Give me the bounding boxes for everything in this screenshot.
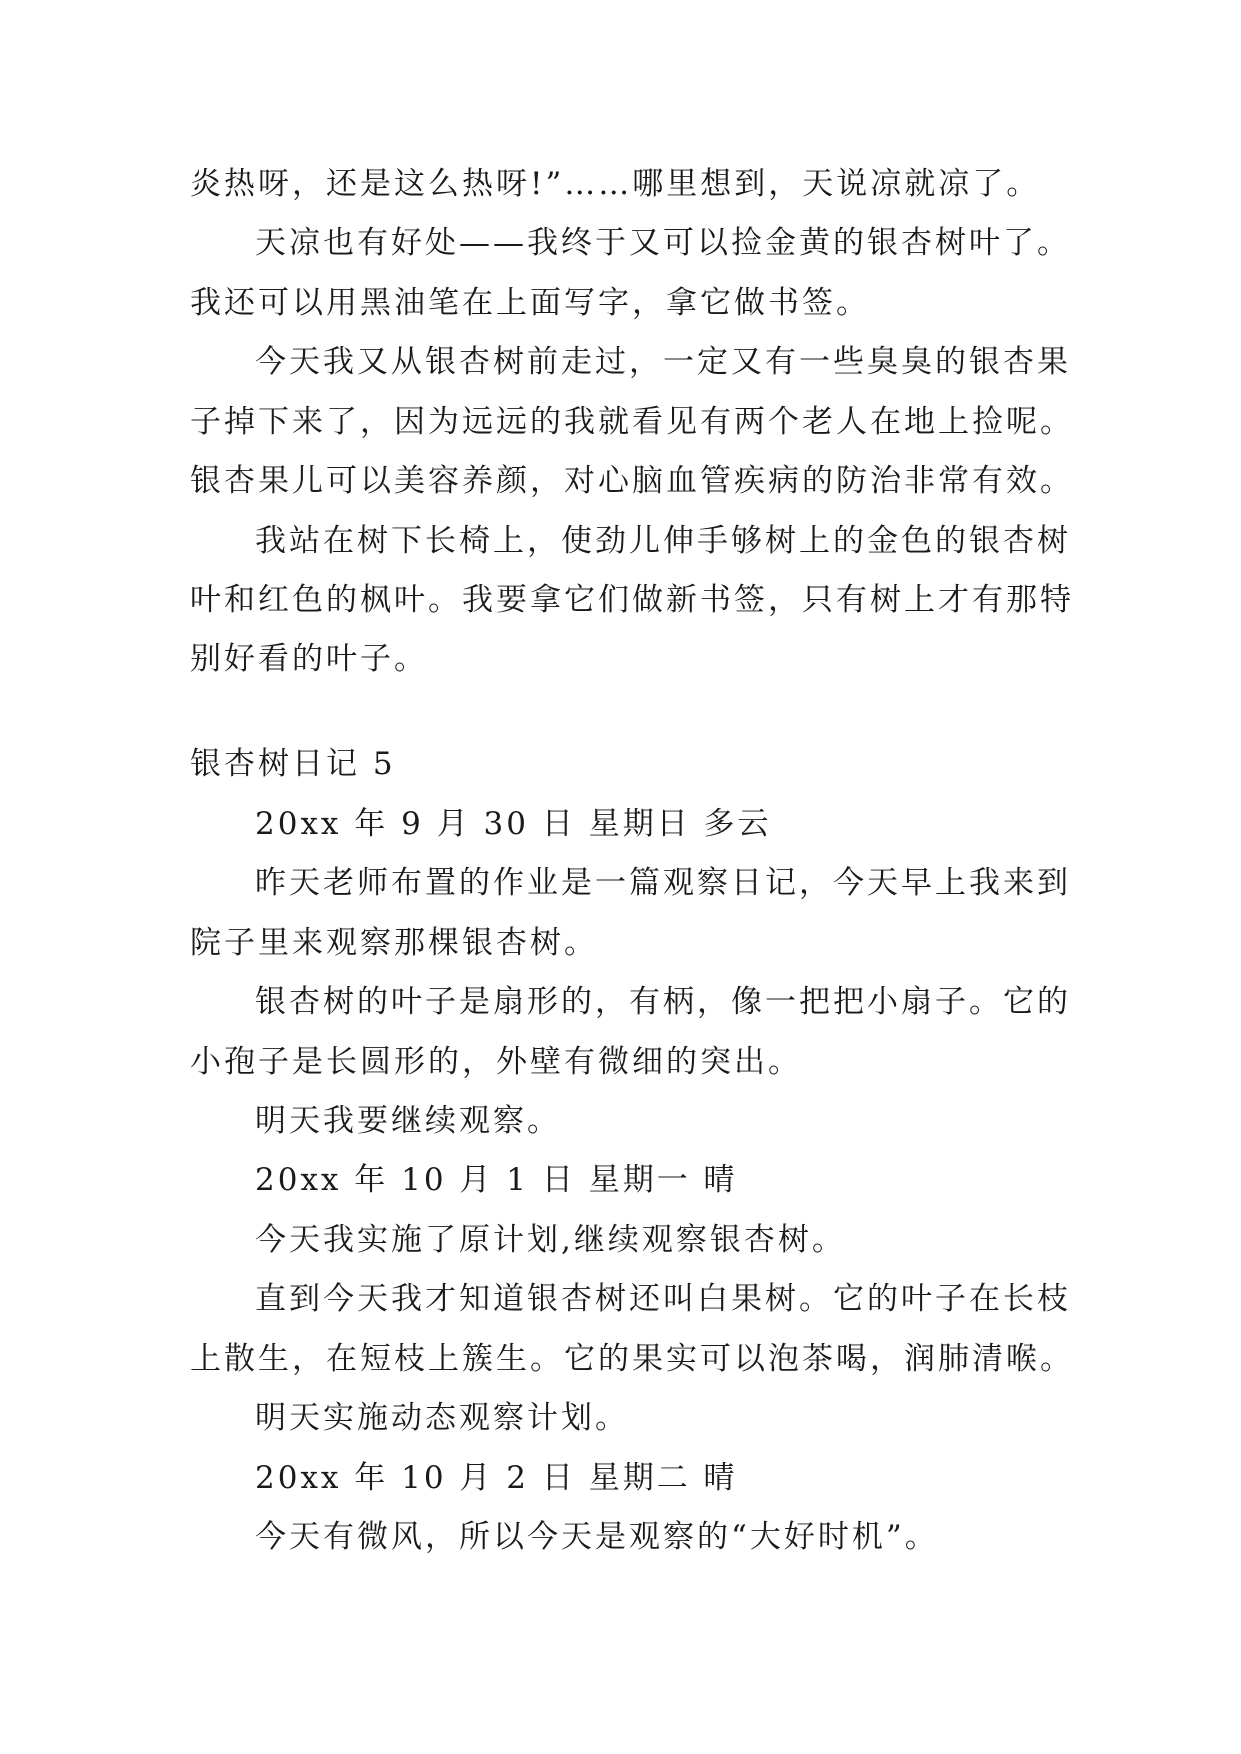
- paragraph-line: 昨天老师布置的作业是一篇观察日记，今天早上我来到: [255, 865, 1071, 901]
- paragraph-line: 天凉也有好处——我终于又可以捡金黄的银杏树叶了。: [255, 225, 1071, 261]
- paragraph-line: 直到今天我才知道银杏树还叫白果树。它的叶子在长枝: [255, 1281, 1071, 1317]
- paragraph-line: 院子里来观察那棵银杏树。: [190, 925, 598, 961]
- paragraph-line: 今天有微风，所以今天是观察的“大好时机”。: [255, 1519, 939, 1555]
- paragraph-line: 明天实施动态观察计划。: [255, 1400, 629, 1436]
- paragraph-line: 炎热呀，还是这么热呀!”……哪里想到，天说凉就凉了。: [190, 166, 1041, 202]
- date-line: 20xx 年 9 月 30 日 星期日 多云: [255, 806, 772, 842]
- paragraph-line: 叶和红色的枫叶。我要拿它们做新书签，只有树上才有那特: [190, 582, 1074, 618]
- section-title: 银杏树日记 5: [190, 746, 396, 782]
- paragraph-line: 我还可以用黑油笔在上面写字，拿它做书签。: [190, 285, 870, 321]
- paragraph-line: 今天我又从银杏树前走过，一定又有一些臭臭的银杏果: [255, 344, 1071, 380]
- date-line: 20xx 年 10 月 1 日 星期一 晴: [255, 1162, 738, 1198]
- paragraph-line: 银杏果儿可以美容养颜，对心脑血管疾病的防治非常有效。: [190, 463, 1074, 499]
- paragraph-line: 明天我要继续观察。: [255, 1103, 561, 1139]
- paragraph-line: 银杏树的叶子是扇形的，有柄，像一把把小扇子。它的: [255, 984, 1071, 1020]
- date-line: 20xx 年 10 月 2 日 星期二 晴: [255, 1460, 738, 1496]
- paragraph-line: 小孢子是长圆形的，外壁有微细的突出。: [190, 1044, 802, 1080]
- paragraph-line: 今天我实施了原计划,继续观察银杏树。: [255, 1222, 846, 1258]
- paragraph-line: 别好看的叶子。: [190, 641, 428, 677]
- paragraph-line: 子掉下来了，因为远远的我就看见有两个老人在地上捡呢。: [190, 404, 1074, 440]
- paragraph-line: 上散生，在短枝上簇生。它的果实可以泡茶喝，润肺清喉。: [190, 1341, 1074, 1377]
- paragraph-line: 我站在树下长椅上，使劲儿伸手够树上的金色的银杏树: [255, 523, 1071, 559]
